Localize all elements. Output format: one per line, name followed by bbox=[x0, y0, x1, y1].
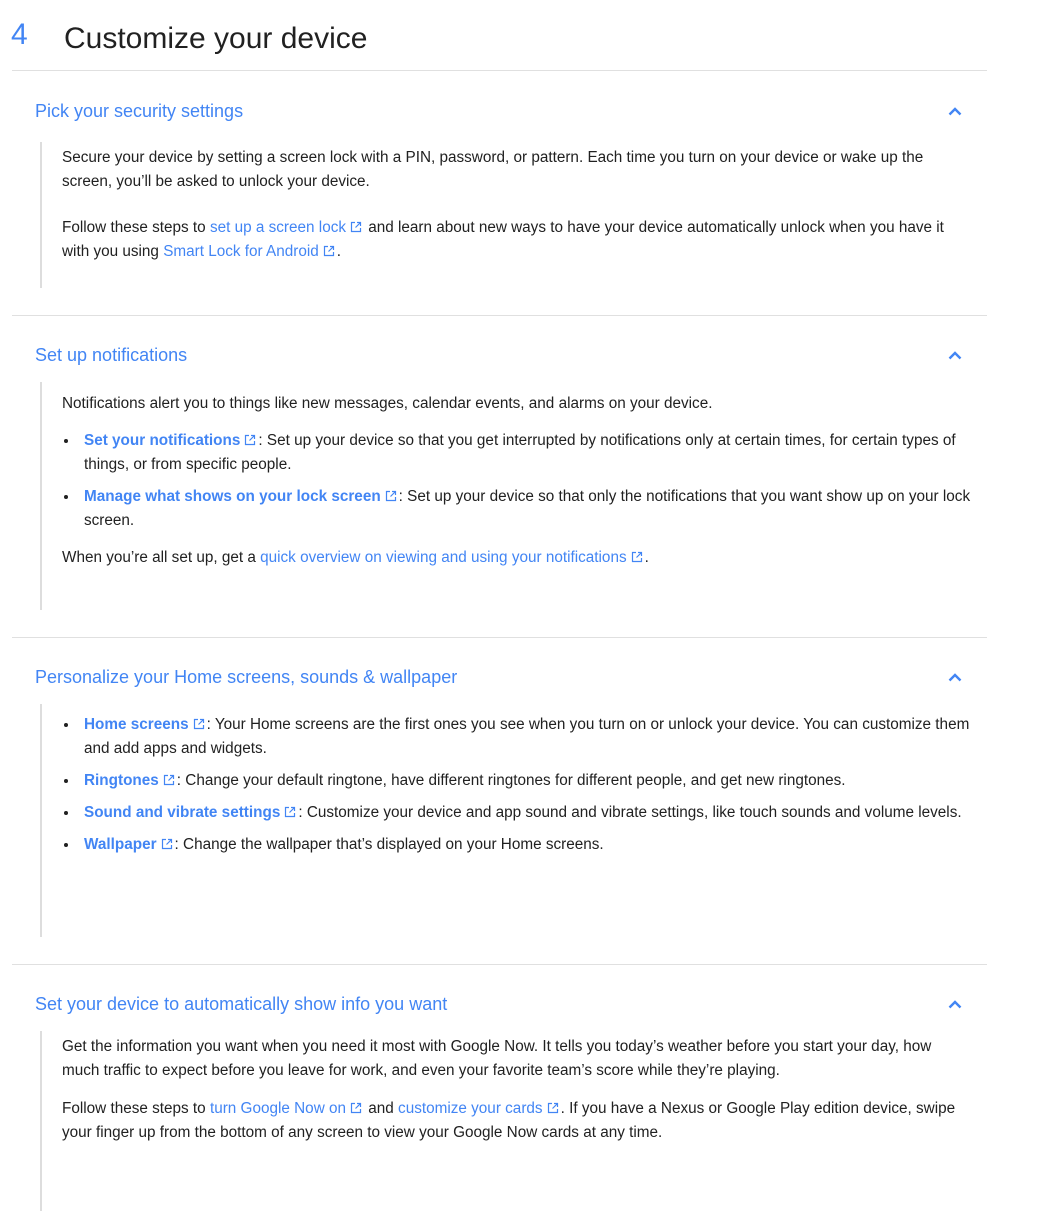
link-wallpaper[interactable] bbox=[84, 836, 175, 853]
link-home-screens[interactable] bbox=[84, 716, 207, 733]
external-link-icon bbox=[350, 1102, 362, 1114]
section-google-now-toggle[interactable] bbox=[35, 991, 965, 1019]
list-item bbox=[62, 429, 972, 477]
text: . If you have a Nexus or Google Play edition device, swipe your finger up from the bottom of any screen to view your Google Now cards at any time. bbox=[62, 1100, 956, 1141]
text: and learn about new ways to have your device automatically unlock when you have it with you using bbox=[62, 219, 944, 260]
link-label[interactable]: customize your cards bbox=[398, 1100, 543, 1117]
section-title[interactable]: Personalize your Home screens, sounds & wallpaper bbox=[35, 667, 458, 687]
section-title[interactable]: Set up notifications bbox=[35, 345, 188, 365]
link-label[interactable]: set up a screen lock bbox=[209, 219, 346, 236]
bullet bbox=[64, 843, 68, 847]
text: When you’re all set up, get a bbox=[62, 549, 261, 566]
page-title: Customize your device bbox=[64, 22, 368, 55]
link-ringtones[interactable] bbox=[84, 772, 177, 789]
chevron-up-icon[interactable] bbox=[945, 102, 965, 120]
bullet bbox=[64, 439, 68, 443]
link-manage-lock-screen[interactable] bbox=[84, 488, 399, 505]
list-item bbox=[62, 801, 972, 825]
section-personalize-toggle[interactable] bbox=[35, 664, 965, 692]
link-notifications-overview[interactable] bbox=[260, 549, 644, 566]
section-body bbox=[40, 704, 972, 937]
item-text: : Set up your device so that you get interrupted by notifications only at certain times, for certain types of things, or from specific people. bbox=[84, 432, 956, 473]
external-link-icon bbox=[385, 490, 397, 502]
external-link-icon bbox=[161, 838, 173, 850]
item-text: : Set up your device so that only the notifications that you want show up on your lock screen. bbox=[84, 488, 971, 529]
item-text: : Change the wallpaper that’s displayed on your Home screens. bbox=[174, 836, 604, 853]
external-link-icon bbox=[284, 806, 296, 818]
link-label[interactable]: turn Google Now on bbox=[209, 1100, 347, 1117]
external-link-icon bbox=[193, 718, 205, 730]
external-link-icon bbox=[323, 245, 335, 257]
text: . bbox=[644, 549, 649, 566]
section-body bbox=[40, 1031, 972, 1211]
section-notifications-toggle[interactable] bbox=[35, 342, 965, 370]
list-item bbox=[62, 833, 972, 857]
list-item bbox=[62, 769, 972, 793]
section-body bbox=[40, 142, 972, 288]
bullet bbox=[64, 779, 68, 783]
bullet bbox=[64, 495, 68, 499]
link-sound-vibrate-settings[interactable] bbox=[84, 804, 298, 821]
section-title[interactable]: Set your device to automatically show info you want bbox=[35, 994, 448, 1014]
step-number: 4 bbox=[11, 18, 28, 51]
link-label[interactable]: Wallpaper bbox=[84, 836, 157, 853]
link-customize-cards[interactable] bbox=[398, 1100, 561, 1117]
link-smart-lock[interactable] bbox=[163, 243, 337, 260]
paragraph bbox=[62, 216, 972, 264]
section-security-toggle[interactable] bbox=[35, 98, 965, 126]
list bbox=[62, 704, 972, 857]
link-label[interactable]: Ringtones bbox=[84, 772, 159, 789]
link-set-up-screen-lock[interactable] bbox=[210, 219, 364, 236]
chevron-up-icon[interactable] bbox=[945, 668, 965, 686]
external-link-icon bbox=[350, 221, 362, 233]
link-turn-google-now-on[interactable] bbox=[210, 1100, 364, 1117]
step-header bbox=[0, 0, 1047, 70]
list-item bbox=[62, 713, 972, 761]
paragraph bbox=[62, 1097, 972, 1145]
section-body bbox=[40, 382, 972, 610]
paragraph: Notifications alert you to things like new messages, calendar events, and alarms on your device. bbox=[62, 395, 713, 412]
external-link-icon bbox=[631, 551, 643, 563]
bullet bbox=[64, 811, 68, 815]
list-item bbox=[62, 485, 972, 533]
link-label[interactable]: quick overview on viewing and using your notifications bbox=[260, 549, 627, 566]
list bbox=[62, 429, 972, 533]
external-link-icon bbox=[547, 1102, 559, 1114]
text: Follow these steps to bbox=[62, 219, 210, 236]
divider bbox=[12, 70, 987, 71]
paragraph bbox=[62, 546, 972, 570]
item-text: : Change your default ringtone, have different ringtones for different people, and get new ringtones. bbox=[176, 772, 846, 789]
link-label[interactable]: Home screens bbox=[84, 716, 189, 733]
link-label[interactable]: Manage what shows on your lock screen bbox=[84, 488, 381, 505]
external-link-icon bbox=[163, 774, 175, 786]
link-set-your-notifications[interactable] bbox=[84, 432, 258, 449]
divider bbox=[12, 637, 987, 638]
link-label[interactable]: Set your notifications bbox=[84, 432, 241, 449]
divider bbox=[12, 315, 987, 316]
chevron-up-icon[interactable] bbox=[945, 995, 965, 1013]
section-title[interactable]: Pick your security settings bbox=[35, 101, 244, 121]
text: Follow these steps to bbox=[62, 1100, 210, 1117]
item-text: : Customize your device and app sound and vibrate settings, like touch sounds and volume levels. bbox=[298, 804, 962, 821]
item-text: : Your Home screens are the first ones you see when you turn on or unlock your device. You can customize them and add apps and widgets. bbox=[84, 716, 970, 757]
external-link-icon bbox=[244, 434, 256, 446]
link-label[interactable]: Smart Lock for Android bbox=[163, 243, 319, 260]
paragraph: Get the information you want when you need it most with Google Now. It tells you today’s weather before you start your day, how much traffic to expect before you leave for work, and even your favorite team’s score while they’re playing. bbox=[62, 1038, 932, 1079]
bullet bbox=[64, 723, 68, 727]
chevron-up-icon[interactable] bbox=[945, 346, 965, 364]
text: . bbox=[336, 243, 342, 260]
divider bbox=[12, 964, 987, 965]
paragraph: Secure your device by setting a screen lock with a PIN, password, or pattern. Each time you turn on your device or wake up the screen, you’ll be asked to unlock your device. bbox=[62, 149, 924, 190]
text: and bbox=[364, 1100, 399, 1117]
link-label[interactable]: Sound and vibrate settings bbox=[84, 804, 281, 821]
